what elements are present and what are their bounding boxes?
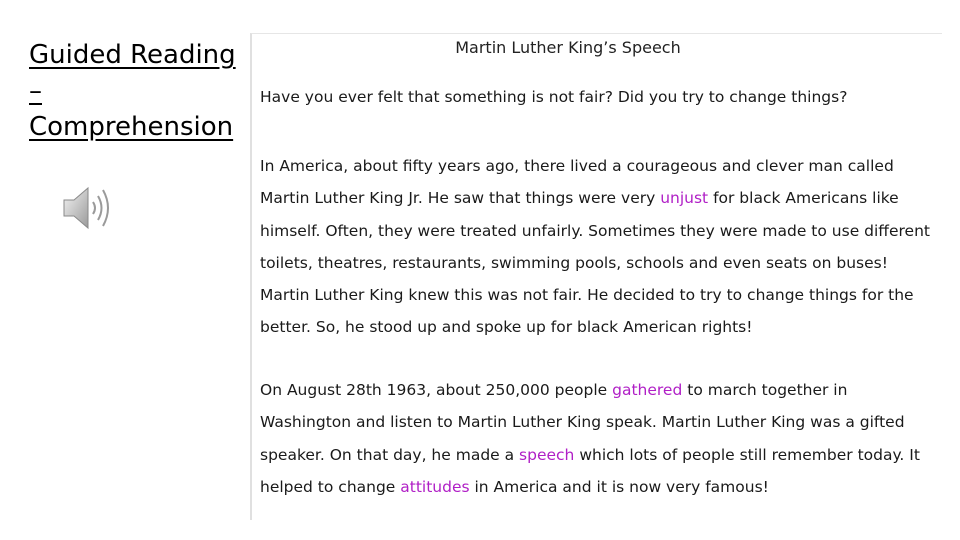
- paragraph-text: On August 28th 1963, about 250,000 people: [260, 381, 613, 399]
- document-image: [250, 33, 942, 520]
- vocab-word-speech: speech: [519, 445, 575, 464]
- paragraph-intro: Have you ever felt that something is not fair? Did you try to change things?: [260, 88, 848, 106]
- paragraph-march: [260, 374, 930, 503]
- speaker-icon[interactable]: [60, 182, 120, 234]
- paragraph-text: which lots of people still remember today. It helped to change: [260, 445, 920, 496]
- paragraph-text: in America and it is now very famous!: [469, 477, 769, 496]
- vocab-word-attitudes: attitudes: [400, 477, 470, 496]
- paragraph-history: [260, 150, 930, 344]
- slide-title: Guided Reading – Comprehension: [29, 40, 236, 142]
- document-title: Martin Luther King’s Speech: [455, 38, 681, 57]
- paragraph-text: for black Americans like himself. Often, they were treated unfairly. Sometimes they were made to use different toilets, theatres, restaurants, swimming pools, schools and even seats on buses! Martin Luther King knew this was not fair. He decided to try to change things for the better. So, he stood up and spoke up for black American rights!: [260, 189, 930, 337]
- vocab-word-unjust: unjust: [660, 189, 709, 208]
- paragraph-text: to march together in Washington and listen to Martin Luther King speak. Martin Luther King was a gifted speaker. On that day, he made a: [260, 381, 905, 464]
- paragraph-text: In America, about fifty years ago, there lived a courageous and clever man called Martin Luther King Jr. He saw that things were very: [260, 157, 894, 208]
- vocab-word-gathered: gathered: [612, 381, 683, 399]
